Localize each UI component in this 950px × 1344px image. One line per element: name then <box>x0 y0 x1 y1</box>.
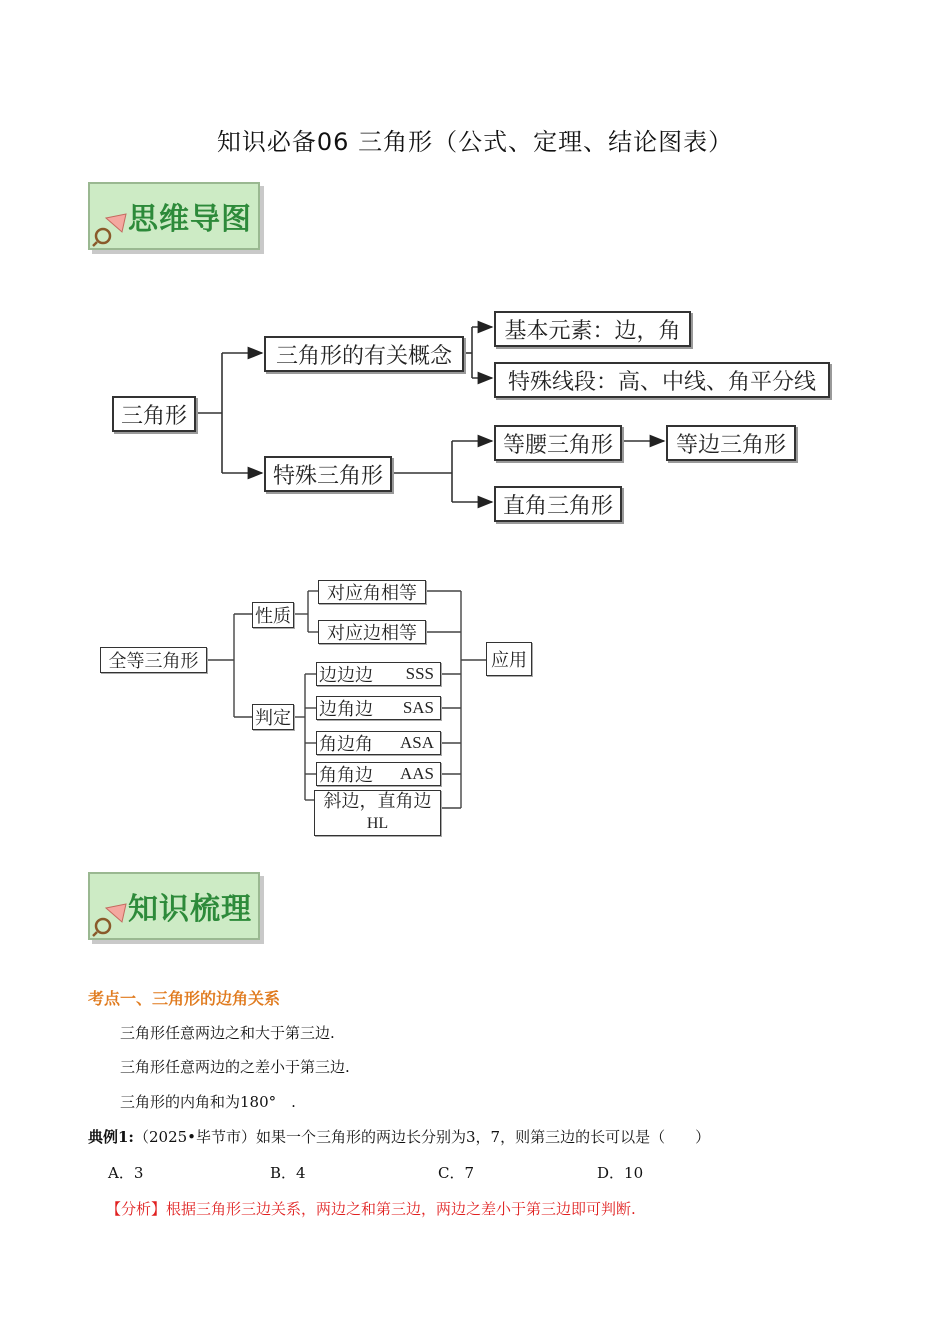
node-triangle: 三角形 <box>112 396 196 432</box>
section-line: 三角形任意两边的之差小于第三边. <box>120 1058 350 1076</box>
section-line: 三角形的内角和为180° . <box>120 1093 296 1111</box>
criterion-name: 边角边 <box>319 699 373 720</box>
node-special-segments: 特殊线段：高、中线、角平分线 <box>494 362 830 398</box>
node-concepts: 三角形的有关概念 <box>264 336 464 372</box>
example-question <box>88 1126 710 1147</box>
option-a: A．3 <box>108 1164 144 1182</box>
criterion-code: AAS <box>399 764 434 783</box>
criterion-name: 边边边 <box>319 665 373 686</box>
node-angles-equal: 对应角相等 <box>318 580 426 604</box>
node-property: 性质 <box>252 602 294 628</box>
node-basic-elements: 基本元素：边，角 <box>494 311 691 347</box>
option-c: C．7 <box>438 1164 475 1182</box>
section-line: 三角形任意两边之和大于第三边. <box>120 1024 335 1042</box>
page-title: 知识必备06 三角形（公式、定理、结论图表） <box>216 128 734 156</box>
knowledge-banner-label: 知识梳理 <box>128 892 252 927</box>
node-sides-equal: 对应边相等 <box>318 620 426 644</box>
option-d: D．10 <box>597 1164 644 1182</box>
node-equilateral: 等边三角形 <box>666 425 796 461</box>
option-b: B．4 <box>270 1164 306 1182</box>
section-heading: 考点一、三角形的边角关系 <box>88 989 281 1008</box>
criterion-name: 角边角 <box>319 734 373 755</box>
criterion-code: SAS <box>402 698 434 717</box>
criterion-code: HL <box>366 815 389 832</box>
criterion-asa <box>316 731 441 755</box>
criterion-name: 角角边 <box>319 765 373 786</box>
node-special-triangle: 特殊三角形 <box>264 456 392 492</box>
mindmap-banner-label: 思维导图 <box>128 202 252 237</box>
example-text: （2025•毕节市）如果一个三角形的两边长分别为3，7，则第三边的长可以是（ ） <box>133 1128 711 1146</box>
criterion-sss <box>316 662 441 686</box>
example-analysis: 【分析】根据三角形三边关系，两边之和第三边，两边之差小于第三边即可判断. <box>106 1200 636 1218</box>
criterion-code: ASA <box>399 733 434 752</box>
node-right-triangle: 直角三角形 <box>494 486 622 522</box>
node-congruent: 全等三角形 <box>100 647 207 673</box>
node-judge: 判定 <box>252 704 294 730</box>
magnifier-icon <box>92 902 132 938</box>
knowledge-banner <box>88 872 260 940</box>
example-lead: 典例1: <box>88 1128 134 1146</box>
criterion-name: 斜边，直角边 <box>323 791 432 812</box>
criterion-sas <box>316 696 441 720</box>
node-isosceles: 等腰三角形 <box>494 425 622 461</box>
criterion-aas <box>316 762 441 786</box>
node-application: 应用 <box>486 642 532 676</box>
criterion-code: SSS <box>405 664 434 683</box>
criterion-hl <box>314 790 441 836</box>
